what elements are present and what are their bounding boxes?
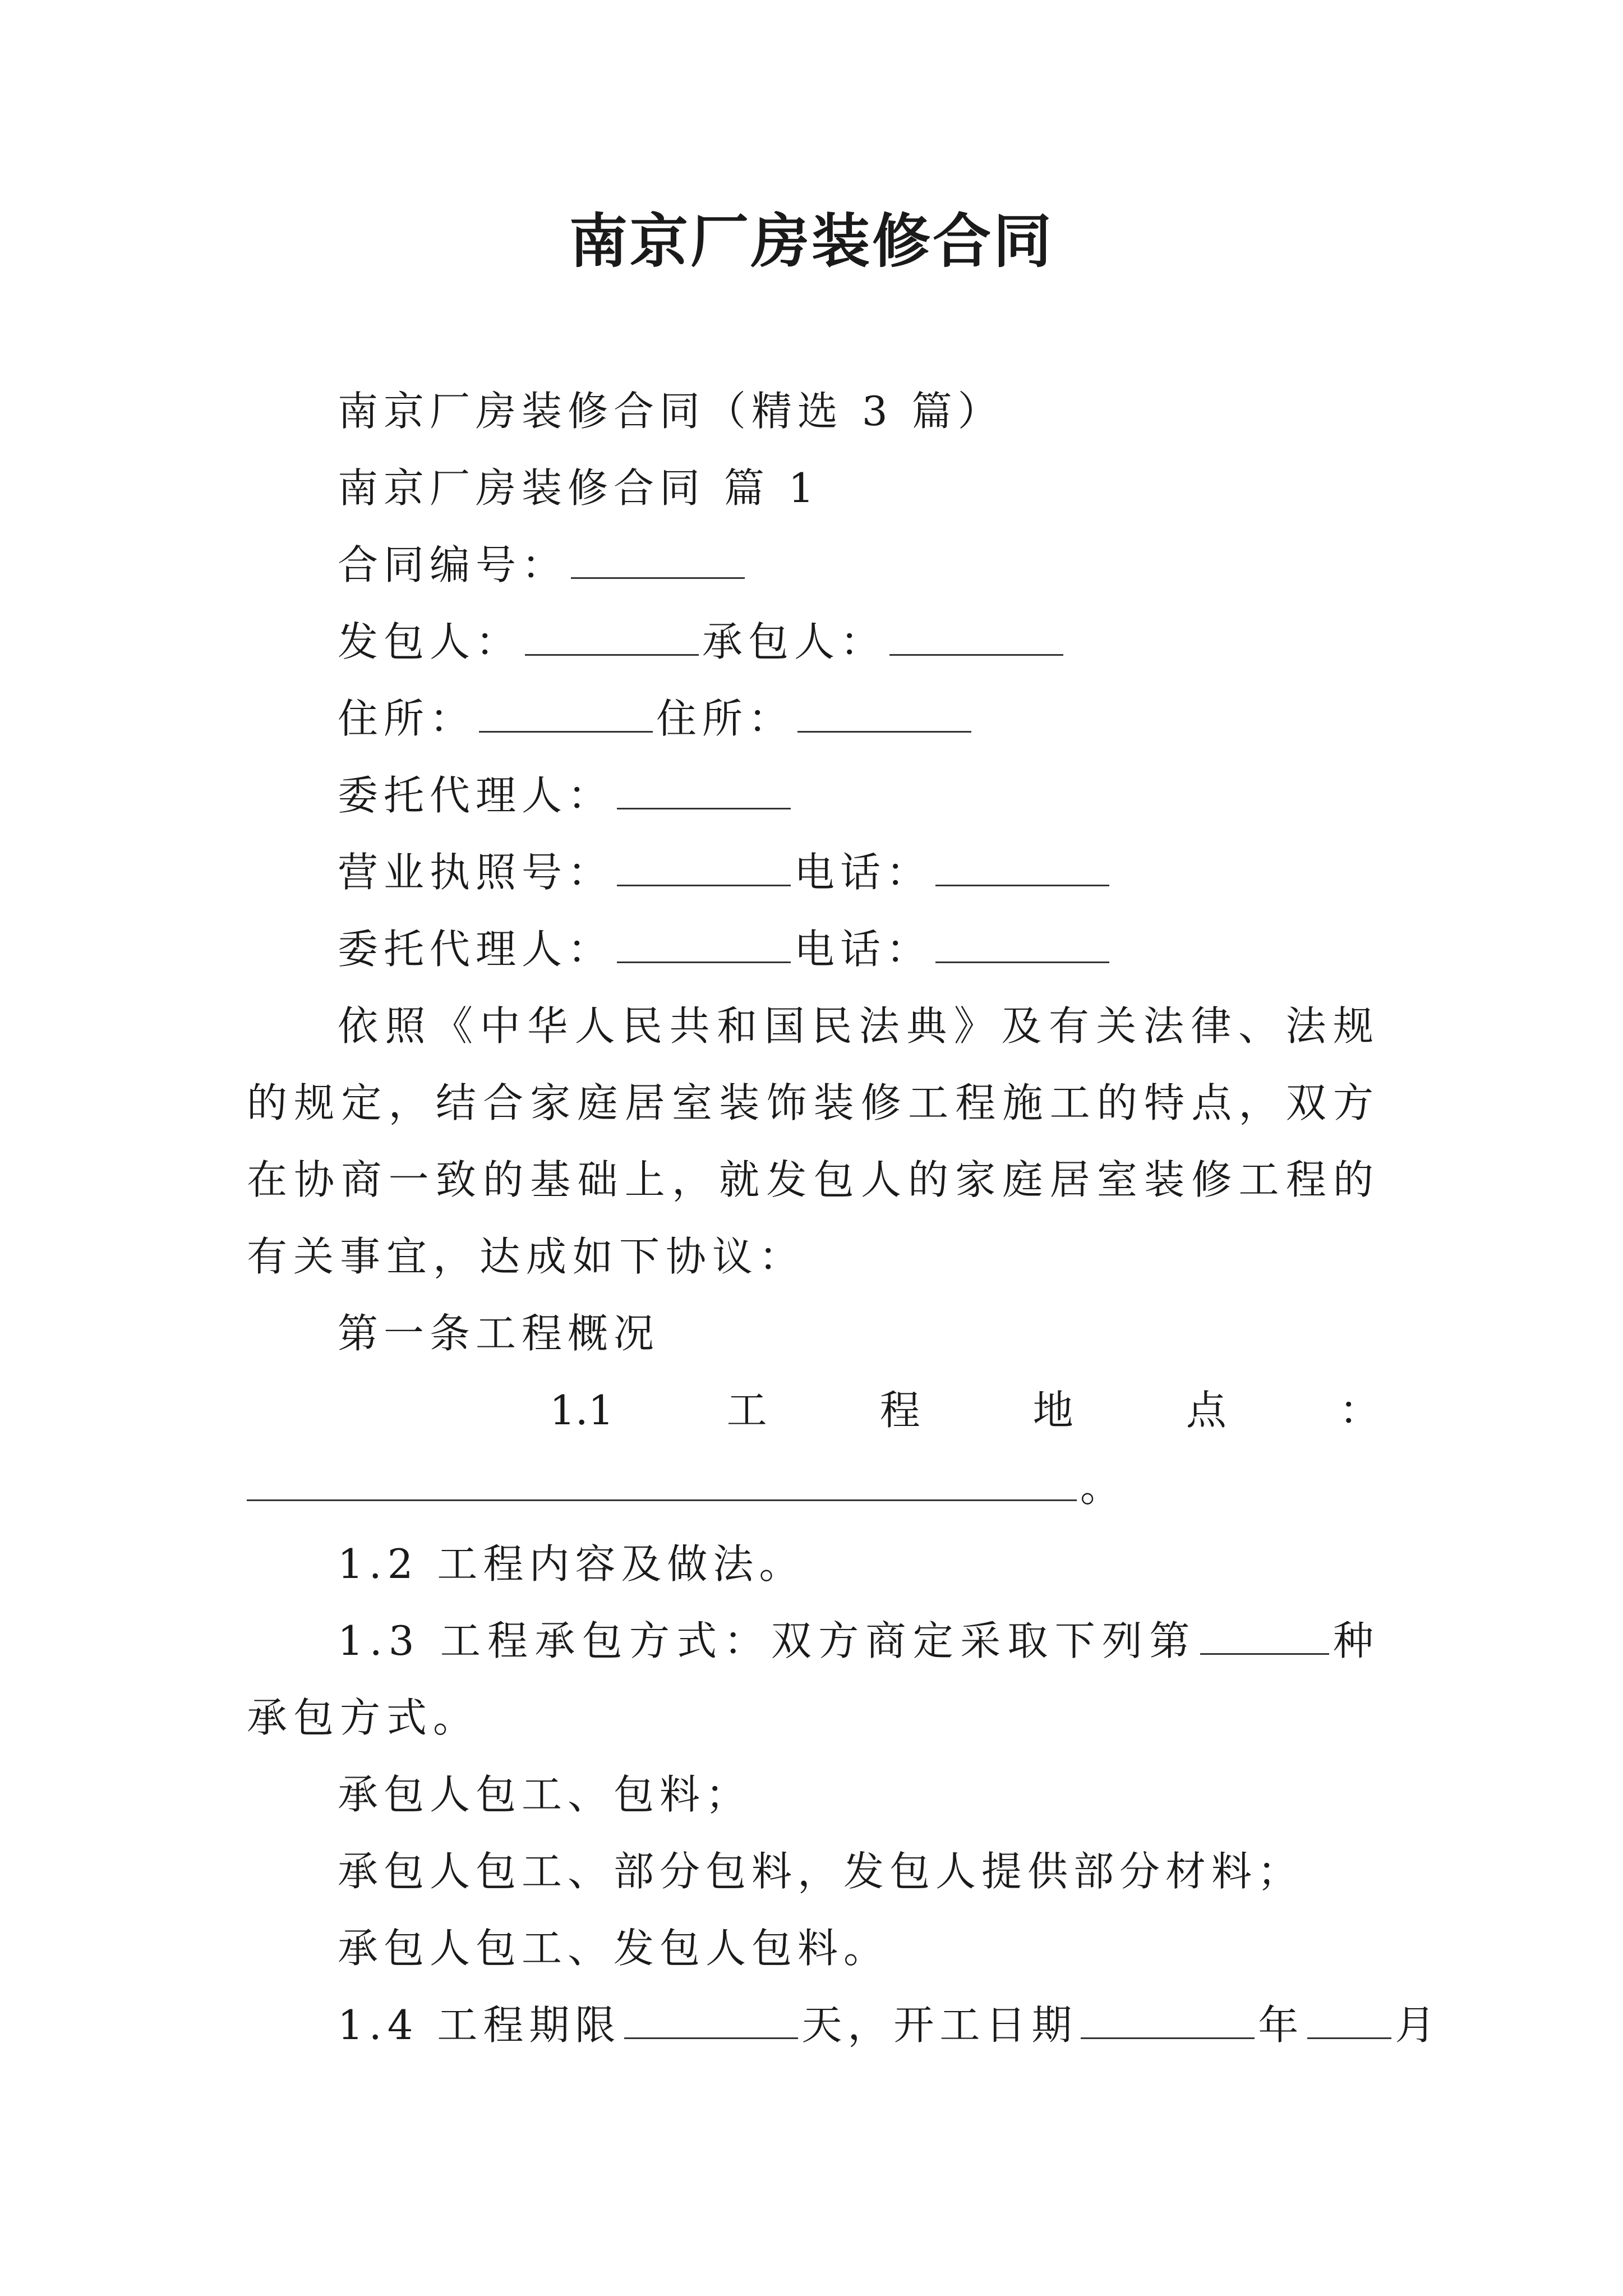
agent-line-2 bbox=[247, 911, 1380, 988]
item-1-4 bbox=[247, 1987, 1441, 2064]
item-1-3-suffix: 种承包方式。 bbox=[247, 1617, 1380, 1741]
address-blank-2 bbox=[797, 697, 971, 733]
option-2: 承包人包工、部分包料，发包人提供部分材料； bbox=[338, 1848, 1304, 1895]
item-1-1-char: 地 bbox=[1032, 1387, 1073, 1434]
contract-number-label: 合同编号： bbox=[338, 541, 568, 588]
option-3: 承包人包工、发包人包料。 bbox=[338, 1925, 890, 1972]
start-month-blank bbox=[1307, 2004, 1391, 2039]
item-1-1-char: 程 bbox=[879, 1387, 920, 1434]
employer-label: 发包人： bbox=[338, 618, 522, 665]
phone-blank-1 bbox=[935, 851, 1109, 886]
option-1: 承包人包工、包料； bbox=[338, 1771, 752, 1818]
subtitle: 南京厂房装修合同（精选 3 篇） bbox=[338, 388, 1004, 435]
phone-label-2: 电话： bbox=[794, 926, 933, 973]
item-1-1-line bbox=[247, 1372, 1380, 1449]
contract-number-line bbox=[247, 527, 1380, 604]
item-1-1-end: 。 bbox=[1080, 1464, 1127, 1511]
address-blank-1 bbox=[479, 697, 653, 733]
agent-line-1 bbox=[247, 757, 1380, 834]
section-heading: 南京厂房装修合同 篇 1 bbox=[338, 464, 820, 512]
item-1-3-prefix: 1.3 工程承包方式：双方商定采取下列第 bbox=[338, 1617, 1197, 1664]
item-1-4-year: 年 bbox=[1258, 2001, 1304, 2049]
license-line bbox=[247, 834, 1380, 911]
contractor-blank bbox=[889, 620, 1063, 656]
item-1-1-number: 1.1 bbox=[550, 1387, 614, 1434]
preamble-paragraph: 依照《中华人民共和国民法典》及有关法律、法规的规定，结合家庭居室装饰装修工程施工的特点，双方在协商一致的基础上，就发包人的家庭居室装修工程的有关事宜，达成如下协议： bbox=[247, 1002, 1380, 1280]
start-year-blank bbox=[1081, 2004, 1255, 2039]
contractor-label: 承包人： bbox=[702, 618, 887, 665]
address-line bbox=[247, 680, 1380, 757]
agent-label-1: 委托代理人： bbox=[338, 772, 614, 819]
parties-line bbox=[247, 604, 1380, 680]
contract-method-blank bbox=[1200, 1619, 1329, 1655]
item-1-4-days: 天，开工日期 bbox=[801, 2001, 1078, 2049]
location-blank bbox=[247, 1466, 1077, 1501]
employer-blank bbox=[525, 620, 699, 656]
phone-blank-2 bbox=[935, 928, 1109, 963]
phone-label-1: 电话： bbox=[794, 849, 933, 896]
address-label-2: 住所： bbox=[656, 695, 795, 742]
license-blank bbox=[617, 851, 791, 886]
article-1-heading: 第一条工程概况 bbox=[338, 1310, 660, 1357]
duration-blank bbox=[624, 2004, 798, 2039]
item-1-4-month: 月 bbox=[1395, 2001, 1441, 2049]
item-1-2: 1.2 工程内容及做法。 bbox=[338, 1540, 805, 1588]
address-label-1: 住所： bbox=[338, 695, 476, 742]
item-1-4-prefix: 1.4 工程期限 bbox=[338, 2001, 621, 2049]
item-1-1-char: 点 bbox=[1186, 1387, 1227, 1434]
license-label: 营业执照号： bbox=[338, 849, 614, 896]
item-1-1-blank-line bbox=[247, 1449, 1380, 1526]
contract-number-blank bbox=[571, 544, 745, 579]
document-title: 南京厂房装修合同 bbox=[569, 206, 1054, 275]
item-1-1-char: ： bbox=[1339, 1387, 1380, 1434]
agent-blank-2 bbox=[617, 928, 791, 963]
item-1-3 bbox=[247, 1603, 1380, 1756]
item-1-1-char: 工 bbox=[726, 1387, 767, 1434]
agent-blank-1 bbox=[617, 774, 791, 809]
document-body bbox=[247, 373, 1441, 2064]
agent-label-2: 委托代理人： bbox=[338, 926, 614, 973]
